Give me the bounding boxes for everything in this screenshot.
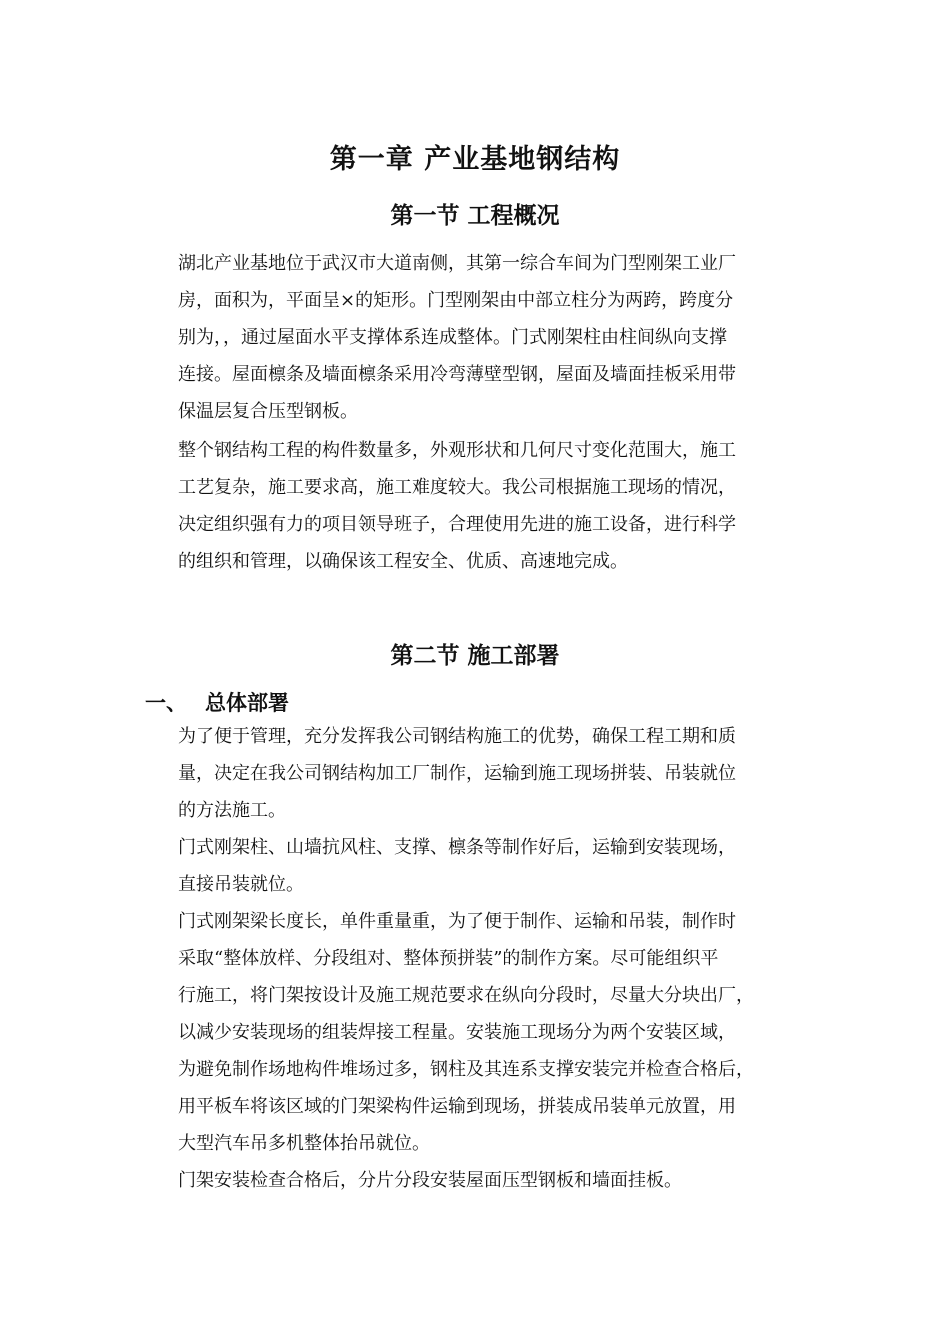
deployment-paragraph-3 <box>178 903 784 1162</box>
overview-paragraph-2 <box>178 432 784 580</box>
text-line: 门架安装检查合格后，分片分段安装屋面压型钢板和墙面挂板。 <box>178 1170 682 1191</box>
deployment-paragraph-1 <box>178 718 784 829</box>
text-line: 直接吊装就位。 <box>178 874 304 895</box>
text-line: 为了便于管理，充分发挥我公司钢结构施工的优势，确保工程工期和质 <box>178 726 736 747</box>
text-line: 门式刚架梁长度长，单件重量重，为了便于制作、运输和吊装，制作时 <box>178 911 736 932</box>
text-line: 连接。屋面檩条及墙面檩条采用冷弯薄壁型钢，屋面及墙面挂板采用带 <box>178 364 736 385</box>
text-line: 工艺复杂，施工要求高，施工难度较大。我公司根据施工现场的情况， <box>178 477 736 498</box>
subsection-label: 总体部署 <box>205 691 289 715</box>
subsection-number: 一、 <box>145 691 187 715</box>
subsection-title <box>145 687 289 719</box>
text-line: 的方法施工。 <box>178 800 286 821</box>
text-line: 行施工，将门架按设计及施工规范要求在纵向分段时，尽量大分块出厂， <box>178 985 754 1006</box>
deployment-paragraph-2 <box>178 829 784 903</box>
text-line: 采取“整体放样、分段组对、整体预拼装”的制作方案。尽可能组织平 <box>178 948 719 969</box>
text-line: 以减少安装现场的组装焊接工程量。安装施工现场分为两个安装区域， <box>178 1022 736 1043</box>
text-line: 整个钢结构工程的构件数量多，外观形状和几何尺寸变化范围大，施工 <box>178 440 736 461</box>
section-title-overview: 第一节 工程概况 <box>390 203 560 229</box>
text-line: 别为，，通过屋面水平支撑体系连成整体。门式刚架柱由柱间纵向支撑 <box>178 327 727 348</box>
deployment-paragraph-4 <box>178 1162 784 1199</box>
text-line: 量，决定在我公司钢结构加工厂制作，运输到施工现场拼装、吊装就位 <box>178 763 736 784</box>
section-title-deployment: 第二节 施工部署 <box>390 643 560 669</box>
overview-paragraph-1 <box>178 245 784 430</box>
text-line: 房，面积为，平面呈×的矩形。门型刚架由中部立柱分为两跨，跨度分 <box>178 290 734 311</box>
text-line: 湖北产业基地位于武汉市大道南侧，其第一综合车间为门型刚架工业厂 <box>178 253 736 274</box>
chapter-title: 第一章 产业基地钢结构 <box>329 144 621 175</box>
text-line: 门式刚架柱、山墙抗风柱、支撑、檩条等制作好后，运输到安装现场， <box>178 837 736 858</box>
text-line: 为避免制作场地构件堆场过多，钢柱及其连系支撑安装完并检查合格后， <box>178 1059 754 1080</box>
text-line: 用平板车将该区域的门架梁构件运输到现场，拼装成吊装单元放置，用 <box>178 1096 736 1117</box>
text-line: 保温层复合压型钢板。 <box>178 401 358 422</box>
text-line: 决定组织强有力的项目领导班子，合理使用先进的施工设备，进行科学 <box>178 514 736 535</box>
text-line: 的组织和管理，以确保该工程安全、优质、高速地完成。 <box>178 551 628 572</box>
text-line: 大型汽车吊多机整体抬吊就位。 <box>178 1133 430 1154</box>
